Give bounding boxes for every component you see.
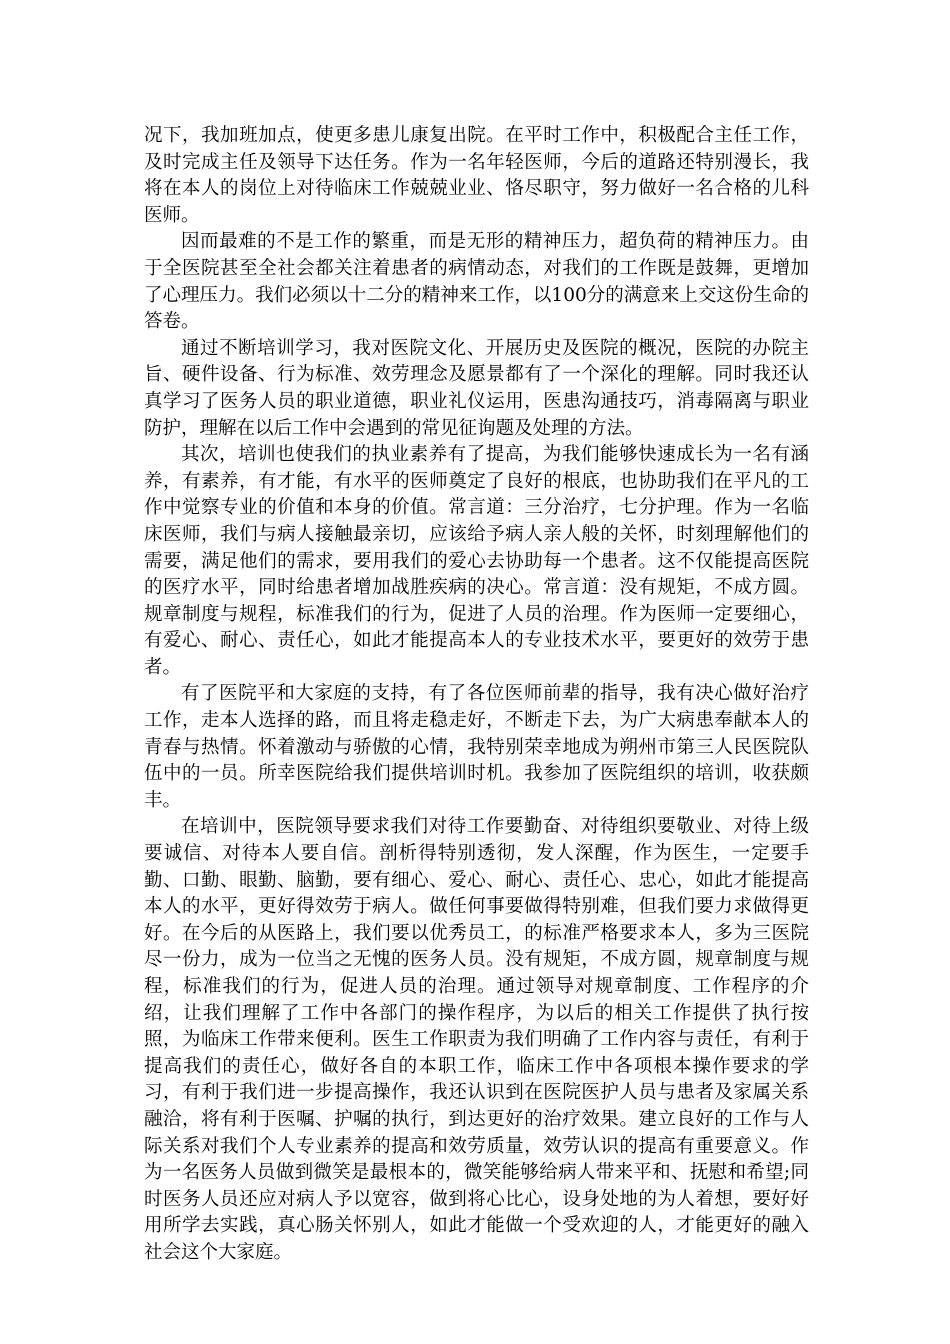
paragraph: 其次，培训也使我们的执业素养有了提高，为我们能够快速成长为一名有涵养，有素养，有才能，有水平的医师奠定了良好的根底，也协助我们在平凡的工作中觉察专业的价值和本身的价值。常言道：三分治疗，七分护理。作为一名临床医师，我们与病人接触最亲切，应该给予病人亲人般的关怀，时刻理解他们的需要，满足他们的需求，要用我们的爱心去协助每一个患者。这不仅能提高医院的医疗水平，同时给患者增加战胜疾病的决心。常言道：没有规矩，不成方圆。规章制度与规程，标准我们的行为，促进了人员的治理。作为医师一定要细心，有爱心、耐心、责任心，如此才能提高本人的专业技术水平，要更好的效劳于患者。 bbox=[144, 444, 809, 678]
paragraph: 通过不断培训学习，我对医院文化、开展历史及医院的概况，医院的办院主旨、硬件设备、行为标准、效劳理念及愿景都有了一个深化的理解。同时我还认真学习了医务人员的职业道德，职业礼仪运用，医患沟通技巧，消毒隔离与职业防护，理解在以后工作中会遇到的常见征询题及处理的方法。 bbox=[144, 337, 809, 439]
document-body bbox=[144, 123, 809, 1267]
paragraph-continuation: 况下，我加班加点，使更多患儿康复出院。在平时工作中，积极配合主任工作，及时完成主任及领导下达任务。作为一名年轻医师，今后的道路还特别漫长，我将在本人的岗位上对待临床工作兢兢业业、恪尽职守，努力做好一名合格的儿科医师。 bbox=[144, 125, 809, 226]
paragraph: 因而最难的不是工作的繁重，而是无形的精神压力，超负荷的精神压力。由于全医院甚至全社会都关注着患者的病情动态，对我们的工作既是鼓舞，更增加了心理压力。我们必须以十二分的精神来工作，以100分的满意来上交这份生命的答卷。 bbox=[144, 231, 809, 333]
paragraph: 有了医院平和大家庭的支持，有了各位医师前辈的指导，我有决心做好治疗工作，走本人选择的路，而且将走稳走好，不断走下去，为广大病患奉献本人的青春与热情。怀着激动与骄傲的心情，我特别荣幸地成为朔州市第三人民医院队伍中的一员。所幸医院给我们提供培训时机。我参加了医院组织的培训，收获颇丰。 bbox=[144, 683, 809, 811]
paragraph: 在培训中，医院领导要求我们对待工作要勤奋、对待组织要敬业、对待上级要诚信、对待本人要自信。剖析得特别透彻，发人深醒，作为医生，一定要手勤、口勤、眼勤、脑勤，要有细心、爱心、耐心、责任心、忠心，如此才能提高本人的水平，更好得效劳于病人。做任何事要做得特别难，但我们要力求做得更好。在今后的从医路上，我们要以优秀员工，的标准严格要求本人，多为三医院尽一份力，成为一位当之无愧的医务人员。没有规矩，不成方圆，规章制度与规程，标准我们的行为，促进人员的治理。通过领导对规章制度、工作程序的介绍，让我们理解了工作中各部门的操作程序，为以后的相关工作提供了执行按照，为临床工作带来便利。医生工作职责为我们明确了工作内容与责任，有利于提高我们的责任心，做好各自的本职工作，临床工作中各项根本操作要求的学习，有利于我们进一步提高操作，我还认识到在医院医护人员与患者及家属关系融洽，将有利于医嘱、护嘱的执行，到达更好的治疗效果。建立良好的工作与人际关系对我们个人专业素养的提高和效劳质量，效劳认识的提高有重要意义。作为一名医务人员做到微笑是最根本的，微笑能够给病人带来平和、抚慰和希望;同时医务人员还应对病人予以宽容，做到将心比心，设身处地的为人着想，要好好用所学去实践，真心肠关怀别人，如此才能做一个受欢迎的人，才能更好的融入社会这个大家庭。 bbox=[144, 816, 809, 1263]
